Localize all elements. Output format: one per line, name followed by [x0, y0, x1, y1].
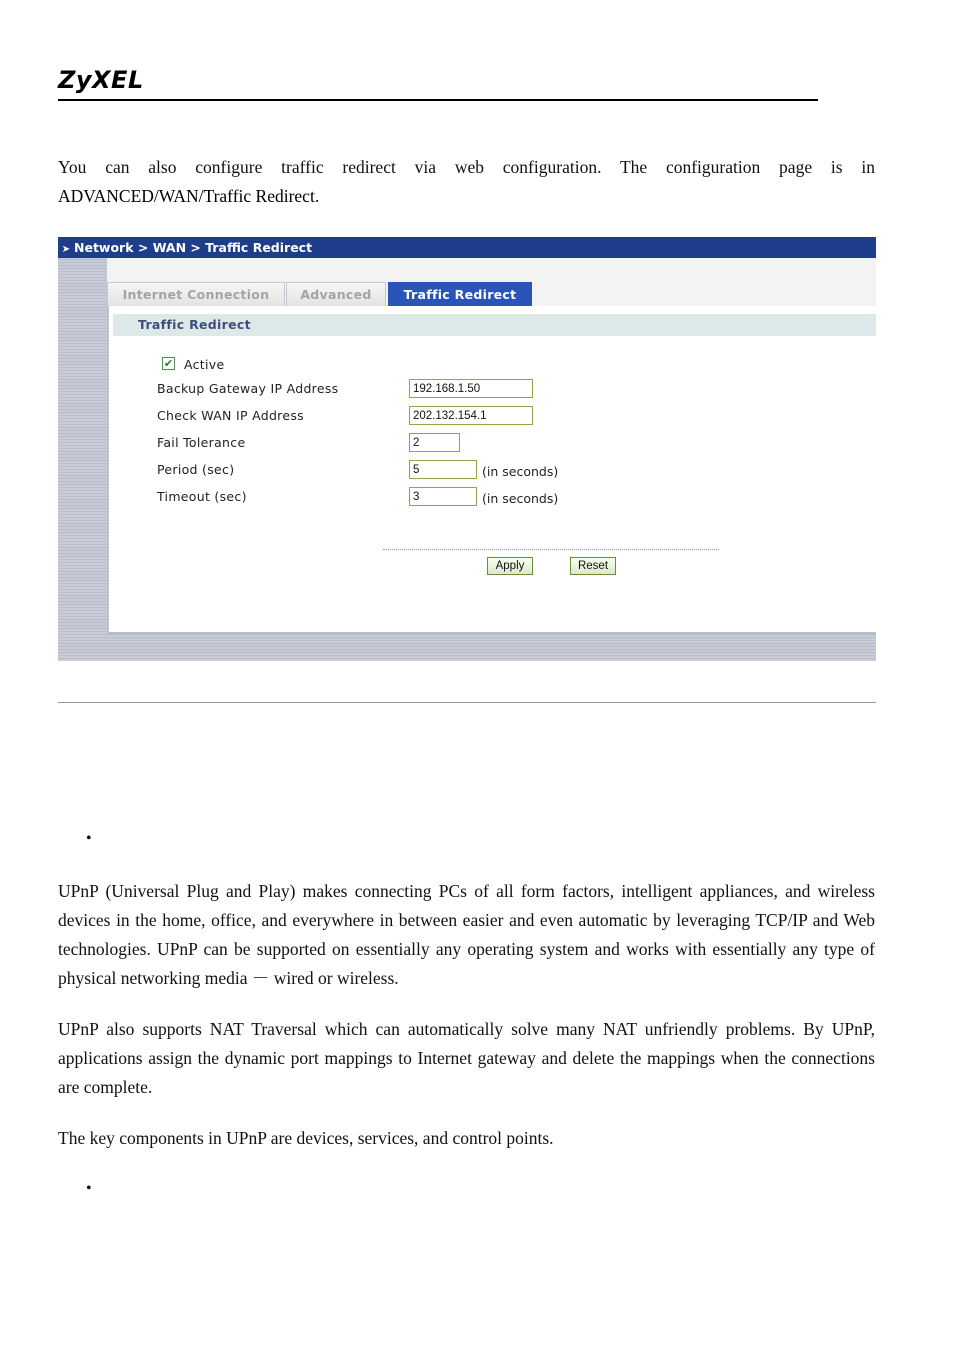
active-checkbox[interactable]: ✔	[163, 357, 174, 370]
left-sidebar-strip	[58, 258, 107, 661]
breadcrumb-text: Network > WAN > Traffic Redirect	[74, 240, 313, 255]
header-rule	[58, 99, 818, 101]
fail-tolerance-input[interactable]: 2	[409, 433, 460, 452]
intro-end: .	[314, 186, 320, 206]
period-input[interactable]: 5	[409, 460, 477, 479]
upnp-intro-paragraph: UPnP (Universal Plug and Play) makes connecting PCs of all form factors, intelligent appliances, and wireless devices in the home, office, and everywhere in between easier and even automatic by leveraging TCP/IP and Web technologies. UPnP can be supported on essentially any operating system and works with essentially any type of physical networking media － wired or wireless.	[58, 881, 875, 988]
reset-button[interactable]: Reset	[570, 557, 616, 575]
backup-gateway-label: Backup Gateway IP Address	[157, 381, 339, 396]
backup-gateway-input[interactable]: 192.168.1.50	[409, 379, 533, 398]
breadcrumb-arrow-icon: ➤	[61, 244, 71, 255]
upnp-nat-paragraph: UPnP also supports NAT Traversal which can automatically solve many NAT unfriendly problems. By UPnP, applications assign the dynamic port mappings to Internet gateway and delete the mappings when the connections are complete.	[58, 1019, 875, 1097]
bottom-strip	[58, 633, 876, 661]
intro-text: You can also configure traffic redirect via web configuration. The configuration page is in	[58, 157, 875, 177]
zyxel-logo: ZyXEL	[58, 66, 144, 94]
timeout-input[interactable]: 3	[409, 487, 477, 506]
content-area	[107, 258, 876, 633]
config-path: ADVANCED/WAN/Traffic Redirect	[58, 186, 315, 206]
check-wan-ip-label: Check WAN IP Address	[157, 408, 304, 423]
section-rule	[58, 702, 876, 703]
check-wan-ip-input[interactable]: 202.132.154.1	[409, 406, 533, 425]
period-unit: (in seconds)	[482, 464, 559, 479]
apply-button[interactable]: Apply	[487, 557, 533, 575]
bullet-2: •	[86, 1180, 92, 1197]
fail-tolerance-label: Fail Tolerance	[157, 435, 246, 450]
tab-traffic-redirect[interactable]: Traffic Redirect	[388, 282, 532, 307]
bullet-1: •	[86, 830, 92, 847]
tab-advanced[interactable]: Advanced	[286, 282, 386, 307]
period-label: Period (sec)	[157, 462, 235, 477]
settings-page	[107, 306, 876, 634]
timeout-label: Timeout (sec)	[157, 489, 247, 504]
active-label: Active	[184, 357, 225, 372]
upnp-components-paragraph: The key components in UPnP are devices, services, and control points.	[58, 1128, 554, 1148]
breadcrumb	[58, 237, 876, 258]
button-divider	[383, 549, 719, 550]
section-title: Traffic Redirect	[113, 314, 876, 336]
tab-internet-connection[interactable]: Internet Connection	[107, 282, 285, 307]
intro-paragraph	[58, 153, 875, 211]
timeout-unit: (in seconds)	[482, 491, 559, 506]
traffic-redirect-screenshot	[58, 237, 876, 661]
